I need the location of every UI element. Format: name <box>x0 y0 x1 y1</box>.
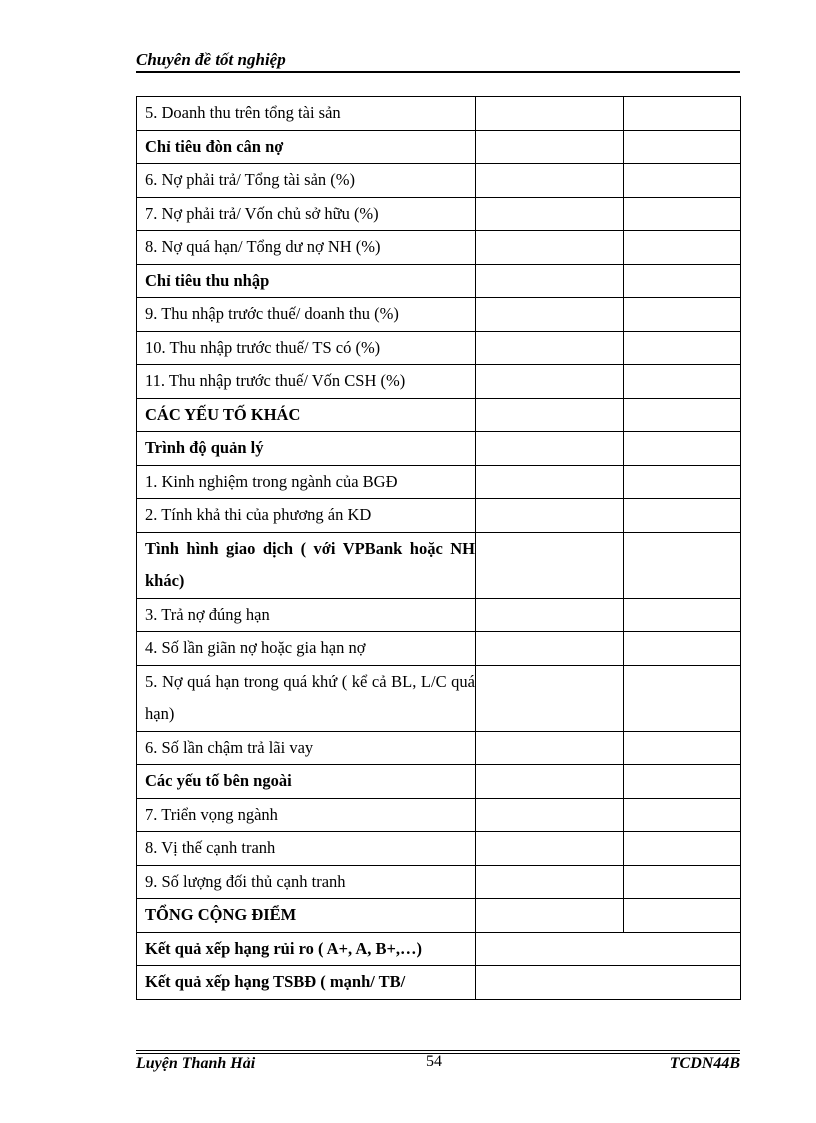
score-cell <box>476 532 624 598</box>
weighted-score-cell <box>624 130 741 164</box>
weighted-score-cell <box>624 231 741 265</box>
weighted-score-cell <box>624 731 741 765</box>
table-row <box>137 231 741 265</box>
criterion-label: 11. Thu nhập trước thuế/ Vốn CSH (%) <box>137 365 476 399</box>
table-row <box>137 632 741 666</box>
score-cell <box>476 231 624 265</box>
criterion-label: 9. Số lượng đối thủ cạnh tranh <box>137 865 476 899</box>
table-row <box>137 798 741 832</box>
score-cell <box>476 331 624 365</box>
result-value-cell <box>476 932 741 966</box>
score-cell <box>476 765 624 799</box>
result-row <box>137 966 741 1000</box>
table-row <box>137 365 741 399</box>
table-row <box>137 598 741 632</box>
criterion-label: 8. Vị thế cạnh tranh <box>137 832 476 866</box>
credit-rating-table-body <box>137 97 741 1000</box>
weighted-score-cell <box>624 398 741 432</box>
criterion-label: Các yếu tố bên ngoài <box>137 765 476 799</box>
score-cell <box>476 432 624 466</box>
criterion-label: Chỉ tiêu thu nhập <box>137 264 476 298</box>
criterion-label: 5. Doanh thu trên tổng tài sản <box>137 97 476 131</box>
result-value-cell <box>476 966 741 1000</box>
weighted-score-cell <box>624 499 741 533</box>
page-number: 54 <box>426 1053 442 1070</box>
score-cell <box>476 598 624 632</box>
criterion-label: 4. Số lần giãn nợ hoặc gia hạn nợ <box>137 632 476 666</box>
criterion-label: 3. Trả nợ đúng hạn <box>137 598 476 632</box>
criterion-label: TỔNG CỘNG ĐIỂM <box>137 899 476 933</box>
result-row <box>137 932 741 966</box>
table-row <box>137 130 741 164</box>
weighted-score-cell <box>624 465 741 499</box>
criterion-label: 1. Kinh nghiệm trong ngành của BGĐ <box>137 465 476 499</box>
table-row <box>137 465 741 499</box>
document-header-title: Chuyên đề tốt nghiệp <box>136 50 286 69</box>
table-row <box>137 532 741 598</box>
table-row <box>137 432 741 466</box>
weighted-score-cell <box>624 899 741 933</box>
score-cell <box>476 731 624 765</box>
score-cell <box>476 899 624 933</box>
score-cell <box>476 197 624 231</box>
weighted-score-cell <box>624 665 741 731</box>
weighted-score-cell <box>624 432 741 466</box>
score-cell <box>476 632 624 666</box>
table-row <box>137 398 741 432</box>
criterion-label: 8. Nợ quá hạn/ Tổng dư nợ NH (%) <box>137 231 476 265</box>
table-row <box>137 197 741 231</box>
weighted-score-cell <box>624 264 741 298</box>
table-row <box>137 731 741 765</box>
credit-rating-table <box>136 96 741 1000</box>
weighted-score-cell <box>624 164 741 198</box>
score-cell <box>476 164 624 198</box>
score-cell <box>476 465 624 499</box>
score-cell <box>476 499 624 533</box>
criterion-label: Trình độ quản lý <box>137 432 476 466</box>
weighted-score-cell <box>624 832 741 866</box>
table-row <box>137 899 741 933</box>
weighted-score-cell <box>624 97 741 131</box>
header-rule <box>136 71 740 73</box>
weighted-score-cell <box>624 598 741 632</box>
weighted-score-cell <box>624 298 741 332</box>
table-row <box>137 865 741 899</box>
criterion-label: 9. Thu nhập trước thuế/ doanh thu (%) <box>137 298 476 332</box>
criterion-label: 6. Số lần chậm trả lãi vay <box>137 731 476 765</box>
score-cell <box>476 264 624 298</box>
weighted-score-cell <box>624 365 741 399</box>
score-cell <box>476 130 624 164</box>
table-row <box>137 298 741 332</box>
result-label: Kết quả xếp hạng TSBĐ ( mạnh/ TB/ <box>137 966 476 1000</box>
table-row <box>137 264 741 298</box>
criterion-label: 7. Triển vọng ngành <box>137 798 476 832</box>
weighted-score-cell <box>624 632 741 666</box>
criterion-label: Tình hình giao dịch ( với VPBank hoặc NH khác) <box>137 532 476 598</box>
criterion-label: CÁC YẾU TỐ KHÁC <box>137 398 476 432</box>
weighted-score-cell <box>624 197 741 231</box>
weighted-score-cell <box>624 765 741 799</box>
score-cell <box>476 97 624 131</box>
score-cell <box>476 665 624 731</box>
criterion-label: 5. Nợ quá hạn trong quá khứ ( kể cả BL, L/C quá hạn) <box>137 665 476 731</box>
table-row <box>137 832 741 866</box>
footer-code: TCDN44B <box>669 1055 740 1072</box>
table-row <box>137 331 741 365</box>
table-row <box>137 765 741 799</box>
table-row <box>137 164 741 198</box>
footer-rule-top <box>136 1050 740 1051</box>
score-cell <box>476 865 624 899</box>
criterion-label: 10. Thu nhập trước thuế/ TS có (%) <box>137 331 476 365</box>
score-cell <box>476 398 624 432</box>
result-label: Kết quả xếp hạng rủi ro ( A+, A, B+,…) <box>137 932 476 966</box>
score-cell <box>476 798 624 832</box>
weighted-score-cell <box>624 798 741 832</box>
weighted-score-cell <box>624 532 741 598</box>
criterion-label: 7. Nợ phải trả/ Vốn chủ sở hữu (%) <box>137 197 476 231</box>
table-row <box>137 97 741 131</box>
criterion-label: 6. Nợ phải trả/ Tổng tài sản (%) <box>137 164 476 198</box>
weighted-score-cell <box>624 865 741 899</box>
weighted-score-cell <box>624 331 741 365</box>
score-cell <box>476 832 624 866</box>
score-cell <box>476 298 624 332</box>
criterion-label: Chỉ tiêu đòn cân nợ <box>137 130 476 164</box>
table-row <box>137 499 741 533</box>
footer-author: Luyện Thanh Hải <box>136 1055 256 1072</box>
score-cell <box>476 365 624 399</box>
criterion-label: 2. Tính khả thi của phương án KD <box>137 499 476 533</box>
table-row <box>137 665 741 731</box>
